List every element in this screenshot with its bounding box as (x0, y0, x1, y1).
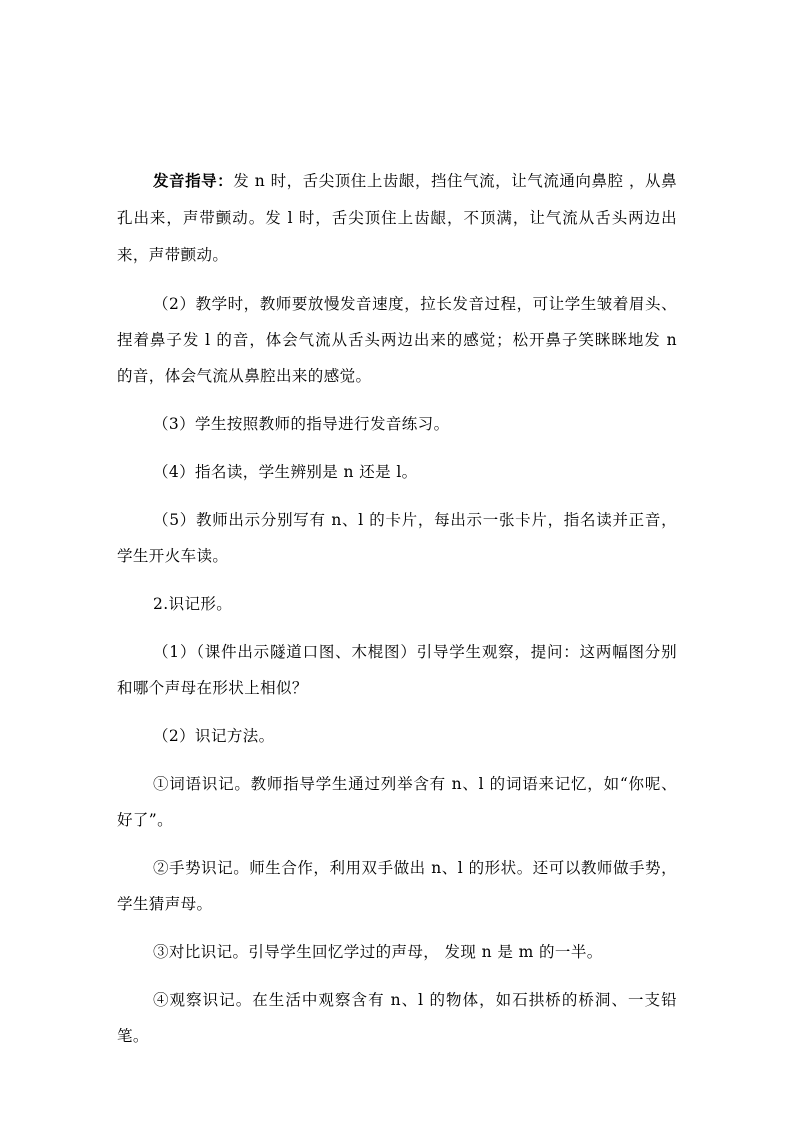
step-2-paragraph: （2）教学时，教师要放慢发音速度，拉长发音过程，可让学生皱着眉头、捏着鼻子发 l 的音，体会气流从舌头两边出来的感觉；松开鼻子笑眯眯地发 n 的音，体会气流从鼻腔出来的感觉。 (117, 295, 677, 385)
methods-paragraph: （2）识记方法。 (153, 727, 275, 745)
method-compare-paragraph: ③对比识记。引导学生回忆学过的声母， 发现 n 是 m 的一半。 (153, 943, 603, 961)
observe-paragraph: （1）（课件出示隧道口图、木棍图）引导学生观察，提问：这两幅图分别和哪个声母在形状上相似？ (117, 643, 677, 697)
pronunciation-guide-text: 发 n 时，舌尖顶住上齿龈，挡住气流，让气流通向鼻腔 ，从鼻孔出来，声带颤动。发 l 时，舌尖顶住上齿龈，不顶满，让气流从舌头两边出来，声带颤动。 (117, 172, 677, 264)
step-5-paragraph: （5）教师出示分别写有 n、l 的卡片，每出示一张卡片，指名读并正音，学生开火车读。 (117, 511, 677, 565)
pronunciation-guide-label: 发音指导： (153, 171, 234, 190)
step-4-paragraph: （4）指名读，学生辨别是 n 还是 l。 (153, 463, 418, 481)
method-observe-paragraph: ④观察识记。在生活中观察含有 n、l 的物体，如石拱桥的桥洞、一支铅笔。 (117, 991, 677, 1045)
method-gesture-paragraph: ②手势识记。师生合作，利用双手做出 n、l 的形状。还可以教师做手势，学生猜声母。 (117, 859, 677, 913)
section-heading-shape: 2.识记形。 (153, 595, 233, 613)
pronunciation-guide-paragraph (117, 162, 677, 274)
method-words-paragraph: ①词语识记。教师指导学生通过列举含有 n、l 的词语来记忆，如“你呢、好了”。 (117, 775, 677, 829)
step-3-paragraph: （3）学生按照教师的指导进行发音练习。 (153, 415, 450, 433)
document-body (117, 162, 677, 1066)
